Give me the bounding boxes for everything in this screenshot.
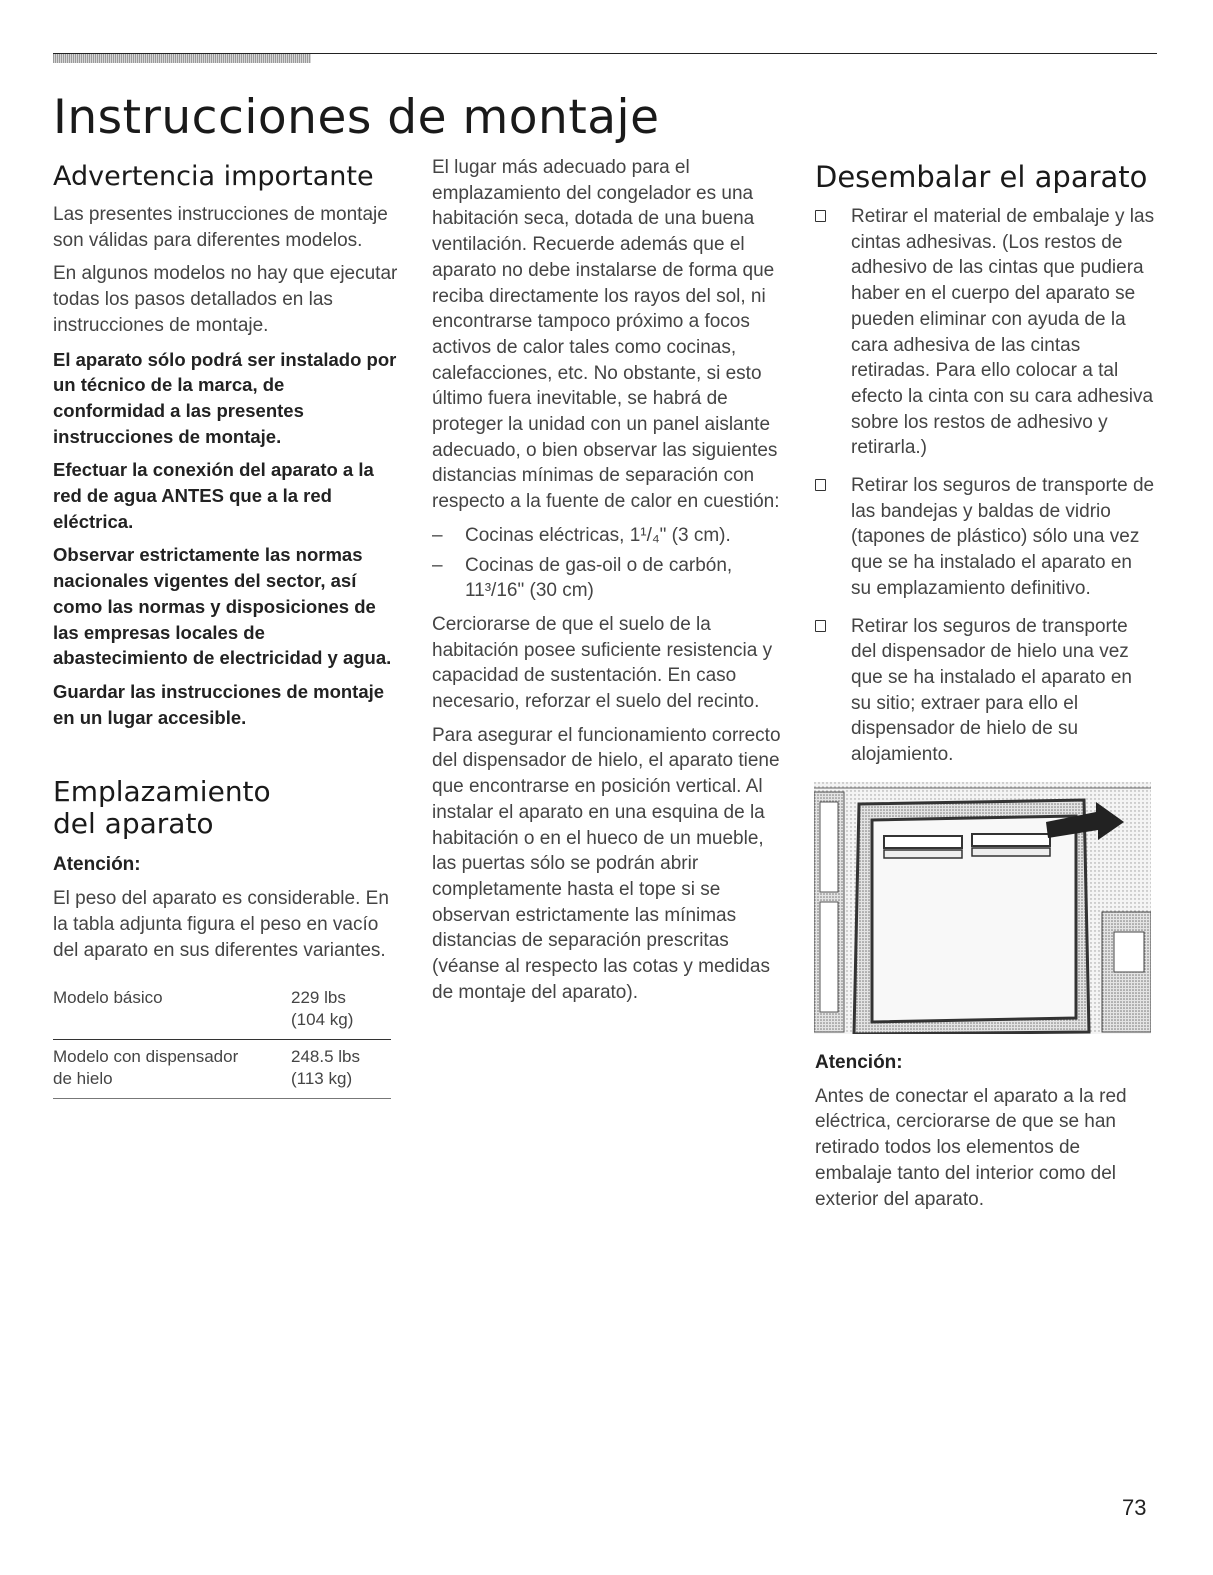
regulations-notice: Observar estrictamente las normas nacionales vigentes del sector, así como las normas y disposiciones de las empresas locales de abastecimiento de electricidad y agua.: [53, 544, 392, 669]
location-paragraph: El lugar más adecuado para el emplazamiento del congelador es una habitación seca, dotada de una buena ventilación. Recuerde además que el aparato no debe instalarse de forma que reciba directamente los rayos del sol, ni encontrarse tampoco próximo a focos activos de calor tales como cocinas, calefacciones, etc. No obstante, si esto último fuera inevitable, se habrá de proteger la unidad con un panel aislante adecuado, o bien observar las siguientes distancias mínimas de separación con respecto a la fuente de calor en cuestión:: [432, 157, 780, 513]
list-item: – Cocinas eléctricas, 1¹/₄" (3 cm).: [432, 523, 782, 549]
warning-heading: Advertencia importante: [53, 161, 374, 192]
table-row: [53, 1039, 391, 1098]
warning-paragraph-1: Las presentes instrucciones de montaje son válidas para diferentes modelos.: [53, 204, 388, 251]
attention-label: Atención:: [53, 854, 141, 876]
weight-attention-text: El peso del aparato es considerable. En la tabla adjunta figura el peso en vacío del aparato en sus diferentes variantes.: [53, 888, 389, 961]
weight-table: [53, 981, 391, 1099]
placement-heading: [53, 776, 398, 840]
weight-kg: (104 kg): [291, 1010, 354, 1030]
column-middle: [432, 155, 782, 1014]
unpack-heading: Desembalar el aparato: [815, 160, 1148, 194]
model-name: Modelo básico: [53, 988, 163, 1008]
header-shade-bar: [53, 54, 311, 63]
distance-list: [432, 523, 782, 604]
attention-label: Atención:: [815, 1051, 903, 1073]
vertical-position-paragraph: Para asegurar el funcionamiento correcto del dispensador de hielo, el aparato tiene que encontrarse en posición vertical. Al instalar el aparato en una esquina de la habitación o en el hueco de un mueble, las puertas sólo se podrán abrir completamente hasta el tope si se observan estrictamente las mínimas distancias de separación prescritas (véanse al respecto las cotas y medidas de montaje del aparato).: [432, 724, 781, 1003]
page-number: 73: [1122, 1495, 1147, 1520]
water-connection-notice: Efectuar la conexión del aparato a la red de agua ANTES que a la red eléctrica.: [53, 459, 374, 532]
placement-heading-line1: Emplazamiento: [53, 775, 271, 809]
list-item: Retirar los seguros de transporte de las bandejas y baldas de vidrio (tapones de plástico) sólo una vez que se ha instalado el aparato en su emplazamiento definitivo.: [815, 473, 1155, 602]
model-name: Modelo con dispensador: [53, 1047, 239, 1067]
list-item: – Cocinas de gas-oil o de carbón, 11³/16" (30 cm): [432, 554, 733, 602]
ice-dispenser-illustration: [814, 782, 1151, 1034]
dash-marker: –: [432, 524, 443, 546]
keep-instructions-notice: Guardar las instrucciones de montaje en un lugar accesible.: [53, 680, 385, 728]
unpack-steps: [815, 204, 1155, 768]
list-item: Retirar los seguros de transporte del dispensador de hielo una vez que se ha instalado el aparato en su sitio; extraer para ello el dispensador de hielo de su alojamiento.: [815, 614, 1155, 768]
floor-paragraph: Cerciorarse de que el suelo de la habitación posee suficiente resistencia y capacidad de sustentación. En caso necesario, reforzar el suelo del recinto.: [432, 613, 773, 713]
placement-heading-line2: del aparato: [53, 807, 214, 841]
dash-marker: –: [432, 554, 443, 576]
page-title: Instrucciones de montaje: [53, 90, 660, 145]
column-left: [53, 162, 398, 1099]
warning-paragraph-2: En algunos modelos no hay que ejecutar todas los pasos detallados en las instrucciones de montaje.: [53, 263, 398, 336]
checkbox-icon: [815, 479, 826, 491]
technician-notice: El aparato sólo podrá ser instalado por un técnico de la marca, de conformidad a las presentes instrucciones de montaje.: [53, 348, 397, 447]
model-name-cont: de hielo: [53, 1069, 113, 1089]
disconnect-attention-text: Antes de conectar el aparato a la red eléctrica, cerciorarse de que se han retirado todos los elementos de embalaje tanto del interior como del exterior del aparato.: [815, 1085, 1127, 1210]
weight-lbs: 248.5 lbs: [291, 1047, 360, 1067]
checkbox-icon: [815, 210, 826, 222]
column-right: [815, 162, 1155, 1220]
list-item: Retirar el material de embalaje y las cintas adhesivas. (Los restos de adhesivo de las cintas que pudiera haber en el cuerpo del aparato se pueden eliminar con ayuda de la cara adhesiva de las cintas retiradas. Para ello colocar a tal efecto la cinta con su cara adhesiva sobre los restos de adhesivo y retirarla.): [815, 204, 1155, 461]
weight-lbs: 229 lbs: [291, 988, 346, 1008]
weight-kg: (113 kg): [291, 1069, 353, 1089]
table-row: [53, 981, 391, 1039]
checkbox-icon: [815, 620, 826, 632]
